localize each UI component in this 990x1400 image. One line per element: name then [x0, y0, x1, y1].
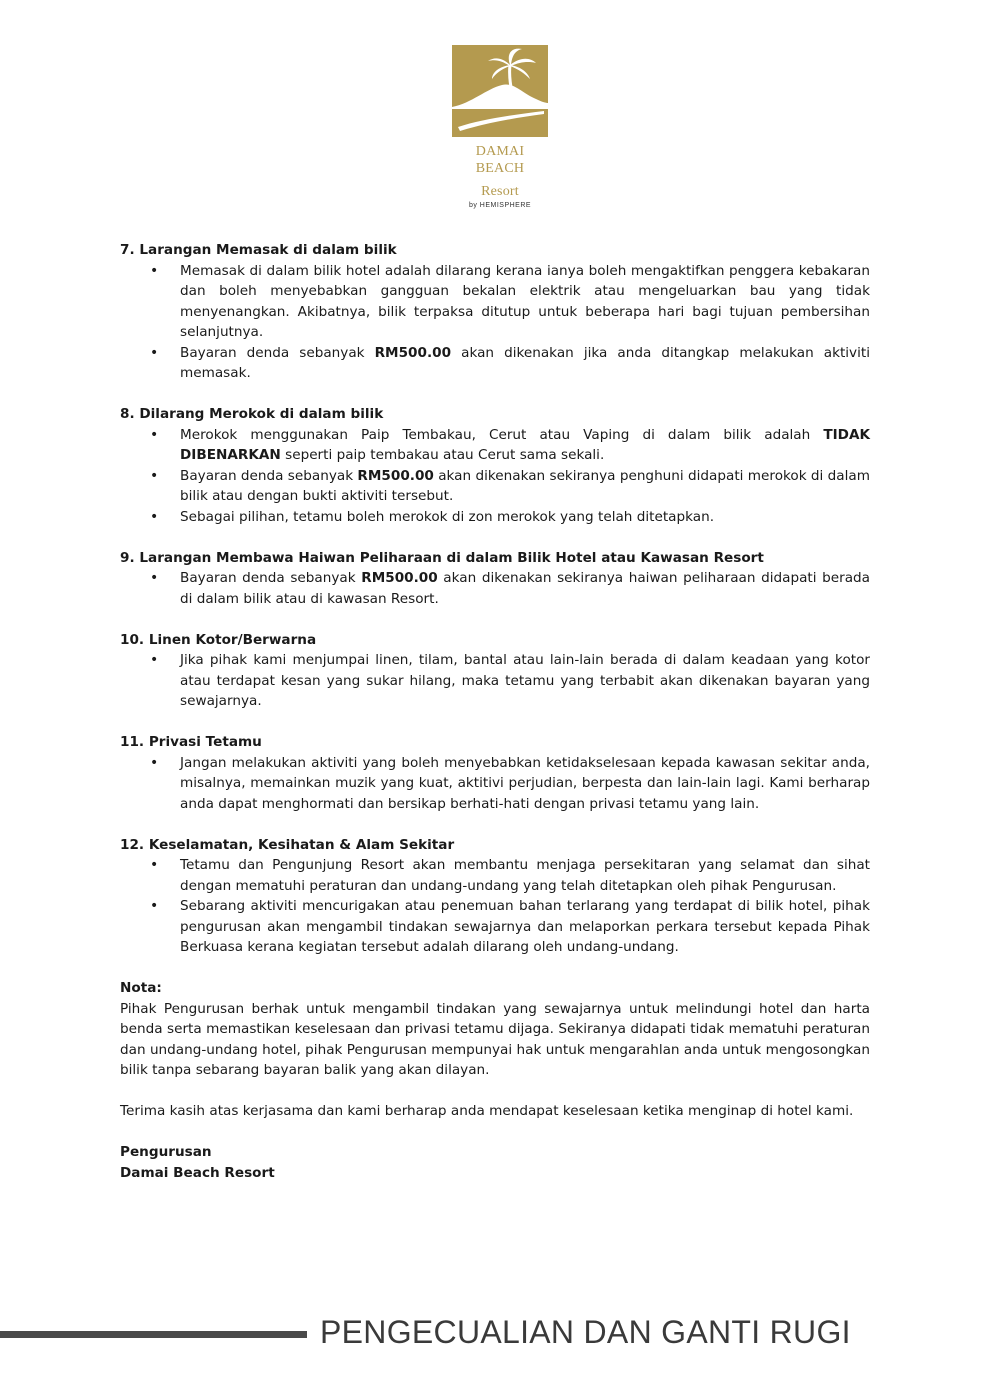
bold-text: RM500.00 — [361, 570, 438, 586]
bullet-item — [180, 855, 870, 896]
bullet-item — [180, 261, 870, 343]
bullet-text: Jangan melakukan aktiviti yang boleh menyebabkan ketidakselesaan kepada kawasan sekitar anda, misalnya, memainkan muzik yang kuat, aktitivi perjudian, berpesta dan lain-lain lagi. Kami berharap anda dapat menghormati dan bersikap berhati-hati dengan privasi tetamu yang lain. — [180, 754, 870, 812]
bullet-list — [120, 261, 870, 384]
bullet-item — [180, 507, 870, 528]
bullet-item — [180, 343, 870, 384]
bullet-text: Jika pihak kami menjumpai linen, tilam, bantal atau lain-lain berada di dalam keadaan yang kotor atau terdapat kesan yang sukar hilang, maka tetamu yang terbabit akan dikenakan bayaran yang sewajarnya. — [180, 652, 870, 709]
bullet-text: Bayaran denda sebanyak — [180, 570, 362, 586]
bullet-item — [180, 650, 870, 712]
palm-tree-logo-icon — [452, 45, 548, 137]
note-block — [120, 978, 870, 1081]
rules-sections — [120, 240, 870, 958]
bullet-item — [180, 896, 870, 958]
bold-text: TIDAK DIBENARKAN — [180, 426, 870, 463]
bullet-text: Sebagai pilihan, tetamu boleh merokok di zon merokok yang telah ditetapkan. — [180, 508, 715, 525]
bullet-text: seperti paip tembakau atau Cerut sama sekali. — [280, 447, 605, 463]
section-title: 12. Keselamatan, Kesihatan & Alam Sekitar — [120, 836, 455, 853]
bullet-text: akan dikenakan sekiranya haiwan peliharaan didapati berada di dalam bilik atau di kawasan Resort. — [180, 570, 870, 607]
signature-line1: Pengurusan — [120, 1144, 212, 1160]
bullet-text: Memasak di dalam bilik hotel adalah dilarang kerana ianya boleh mengaktifkan penggera kebakaran dan boleh menyebabkan gangguan bekalan elektrik atau mengeluarkan bau yang tidak menyenangkan. Akibatnya, bilik terpaksa ditutup untuk beberapa hari bagi tujuan pembersihan selanjutnya. — [180, 262, 870, 340]
section-title: 11. Privasi Tetamu — [120, 734, 262, 750]
rule-section — [120, 404, 870, 527]
bullet-text: Sebarang aktiviti mencurigakan atau penemuan bahan terlarang yang terdapat di bilik hotel, pihak pengurusan akan mengambil tindakan sewajarnya dan melaporkan perkara tersebut kepada Pihak Berkuasa kerana kegiatan tersebut adalah dilarang oleh undang-undang. — [180, 898, 870, 955]
footer-title: PENGECUALIAN DAN GANTI RUGI — [320, 1314, 851, 1350]
section-title: 9. Larangan Membawa Haiwan Peliharaan di dalam Bilik Hotel atau Kawasan Resort — [120, 549, 764, 566]
bold-text: RM500.00 — [374, 344, 452, 361]
bullet-list — [120, 650, 870, 712]
section-title: 10. Linen Kotor/Berwarna — [120, 631, 317, 648]
rule-section — [120, 548, 870, 610]
note-body: Pihak Pengurusan berhak untuk mengambil tindakan yang sewajarnya untuk melindungi hotel dan harta benda serta memastikan keselesaan dan privasi tetamu dijaga. Sekiranya didapati tidak mematuhi peraturan dan undang-undang hotel, pihak Pengurusan mempunyai hak untuk mengarahlan anda untuk mengosongkan bilik tanpa sebarang bayaran balik yang akan dilayan. — [120, 1000, 870, 1078]
bullet-text: akan dikenakan jika anda ditangkap melakukan aktiviti memasak. — [180, 344, 870, 381]
bullet-item — [180, 568, 870, 609]
bullet-list — [120, 753, 870, 815]
bullet-text: akan dikenakan sekiranya penghuni didapati merokok di dalam bilik atau dengan bukti aktiviti tersebut. — [180, 467, 870, 504]
bullet-text: Bayaran denda sebanyak — [180, 344, 375, 361]
logo-name-line2: Resort — [481, 184, 519, 199]
section-title: 8. Dilarang Merokok di dalam bilik — [120, 406, 384, 422]
bullet-item — [180, 753, 870, 815]
bullet-item — [180, 425, 870, 466]
footer-bar — [0, 1331, 307, 1338]
note-title: Nota: — [120, 980, 162, 996]
bullet-text: Bayaran denda sebanyak — [180, 467, 358, 484]
bold-text: RM500.00 — [357, 467, 434, 484]
logo-name-line1: DAMAI BEACH — [475, 144, 525, 176]
resort-logo — [450, 45, 550, 209]
section-title: 7. Larangan Memasak di dalam bilik — [120, 242, 397, 258]
closing-text: Terima kasih atas kerjasama dan kami berharap anda mendapat keselesaan ketika menginap di hotel kami. — [120, 1103, 854, 1119]
bullet-list — [120, 568, 870, 609]
bullet-list — [120, 855, 870, 958]
signature-line2: Damai Beach Resort — [120, 1164, 275, 1181]
rule-section — [120, 835, 870, 958]
bullet-text: Tetamu dan Pengunjung Resort akan membantu menjaga persekitaran yang selamat dan sihat dengan mematuhi peraturan dan undang-undang yang telah ditetapkan oleh pihak Pengurusan. — [180, 857, 870, 894]
rule-section — [120, 240, 870, 384]
bullet-item — [180, 466, 870, 507]
logo-byline: by HEMISPHERE — [468, 202, 532, 209]
rule-section — [120, 732, 870, 814]
bullet-text: Merokok menggunakan Paip Tembakau, Cerut atau Vaping di dalam bilik adalah — [180, 426, 824, 443]
rule-section — [120, 630, 870, 712]
document-body — [120, 240, 870, 1183]
bullet-list — [120, 425, 870, 528]
